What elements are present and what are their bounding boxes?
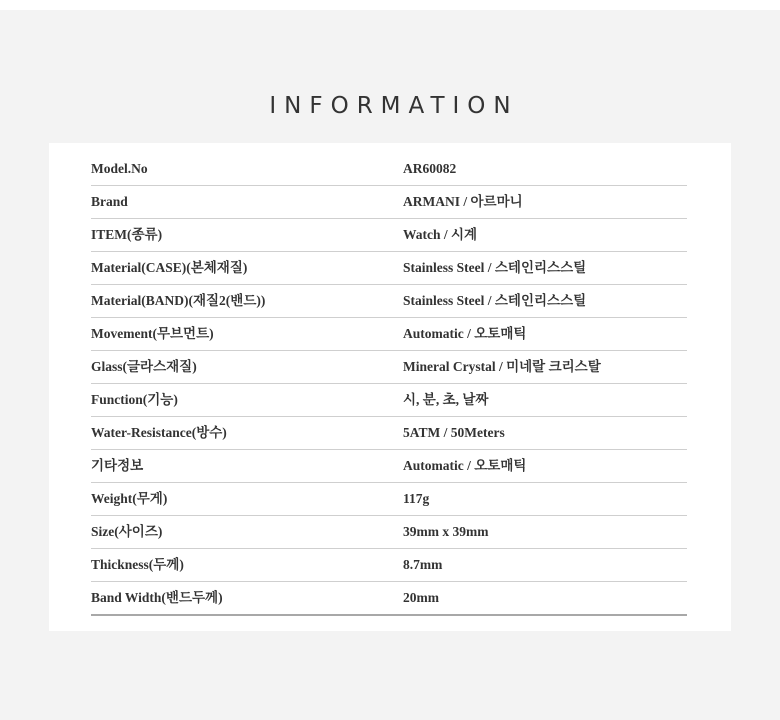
spec-row-band-width bbox=[91, 582, 687, 616]
spec-row-other-info bbox=[91, 450, 687, 483]
spec-label: ITEM(종류) bbox=[91, 227, 163, 242]
spec-table bbox=[91, 153, 687, 616]
spec-row-material-case bbox=[91, 252, 687, 285]
spec-label: Weight(무게) bbox=[91, 491, 168, 506]
spec-value: Automatic / 오토매틱 bbox=[403, 458, 527, 473]
spec-label: Water-Resistance(방수) bbox=[91, 425, 227, 440]
spec-row-size bbox=[91, 516, 687, 549]
spec-value: 시, 분, 초, 날짜 bbox=[403, 392, 489, 407]
spec-row-movement bbox=[91, 318, 687, 351]
spec-value: 117g bbox=[403, 491, 430, 506]
spec-label: Glass(글라스재질) bbox=[91, 359, 197, 374]
spec-card bbox=[49, 143, 731, 631]
spec-row-model-no bbox=[91, 153, 687, 186]
spec-row-thickness bbox=[91, 549, 687, 582]
spec-label: Band Width(밴드두께) bbox=[91, 590, 223, 605]
spec-value: Automatic / 오토매틱 bbox=[403, 326, 527, 341]
spec-value: ARMANI / 아르마니 bbox=[403, 194, 523, 209]
spec-label: 기타정보 bbox=[91, 458, 144, 473]
spec-label: Model.No bbox=[91, 161, 148, 176]
spec-row-brand bbox=[91, 186, 687, 219]
spec-value: AR60082 bbox=[403, 161, 457, 176]
spec-value: 5ATM / 50Meters bbox=[403, 425, 505, 440]
spec-label: Material(BAND)(재질2(밴드)) bbox=[91, 293, 266, 308]
spec-row-glass bbox=[91, 351, 687, 384]
spec-value: Stainless Steel / 스테인리스스틸 bbox=[403, 293, 587, 308]
spec-row-item bbox=[91, 219, 687, 252]
spec-row-function bbox=[91, 384, 687, 417]
spec-label: Size(사이즈) bbox=[91, 524, 163, 539]
spec-label: Movement(무브먼트) bbox=[91, 326, 214, 341]
spec-value: 39mm x 39mm bbox=[403, 524, 489, 539]
spec-label: Function(기능) bbox=[91, 392, 178, 407]
spec-value: Stainless Steel / 스테인리스스틸 bbox=[403, 260, 587, 275]
spec-value: 20mm bbox=[403, 590, 439, 605]
spec-row-water-resistance bbox=[91, 417, 687, 450]
spec-row-material-band bbox=[91, 285, 687, 318]
spec-label: Brand bbox=[91, 194, 128, 209]
spec-value: Mineral Crystal / 미네랄 크리스탈 bbox=[403, 359, 601, 374]
spec-label: Material(CASE)(본체재질) bbox=[91, 260, 248, 275]
spec-label: Thickness(두께) bbox=[91, 557, 184, 572]
spec-row-weight bbox=[91, 483, 687, 516]
spec-value: 8.7mm bbox=[403, 557, 443, 572]
product-info-section bbox=[0, 10, 780, 720]
section-title: INFORMATION bbox=[269, 93, 519, 119]
spec-value: Watch / 시계 bbox=[403, 227, 478, 242]
